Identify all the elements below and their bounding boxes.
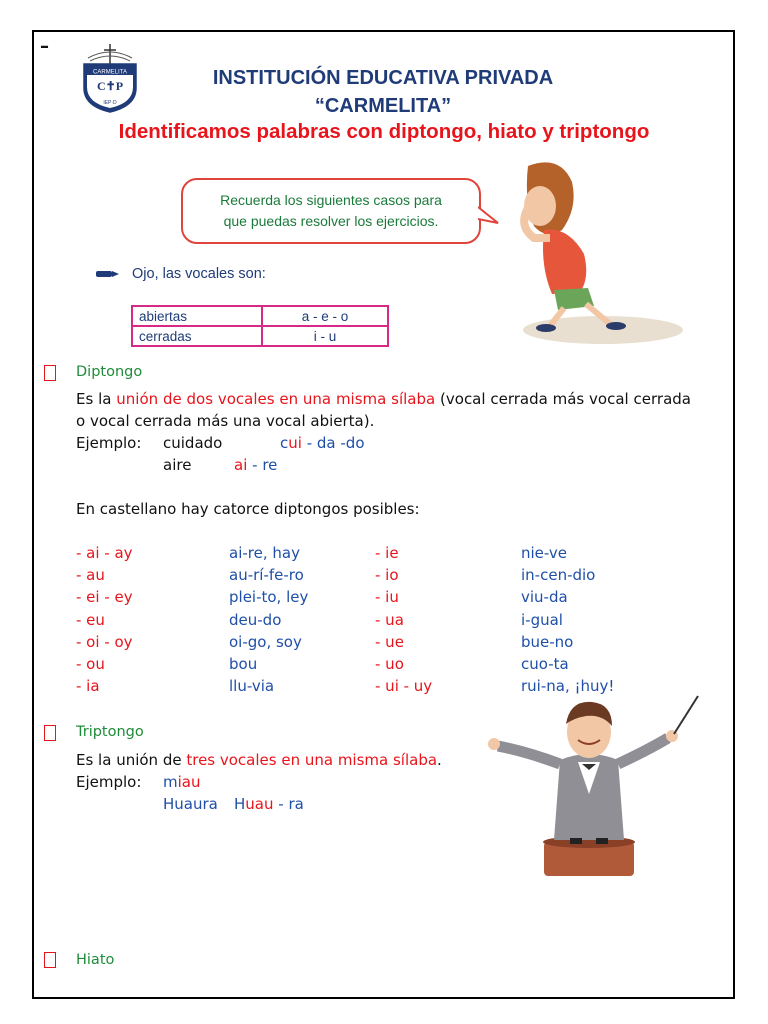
list-item: - ui - uy bbox=[375, 677, 433, 696]
example-syllables bbox=[234, 454, 277, 476]
text-run: (vocal cerrada más vocal cerrada o vocal cerrada más una vocal abierta). bbox=[76, 390, 691, 430]
diphthong-list-1 bbox=[76, 542, 133, 697]
list-item: bou bbox=[229, 655, 258, 674]
example-syllables bbox=[280, 432, 365, 454]
pencil-icon bbox=[94, 268, 120, 280]
vowel-type-label: abiertas bbox=[132, 306, 262, 326]
highlight-text: unión de dos vocales en una misma sílaba bbox=[116, 390, 436, 408]
list-item: cuo-ta bbox=[521, 655, 569, 674]
vowels-table bbox=[131, 305, 389, 347]
section-title-triptongo: Triptongo bbox=[76, 724, 144, 740]
vowel-type-label: cerradas bbox=[132, 326, 262, 346]
list-item: viu-da bbox=[521, 588, 568, 607]
list-item: bue-no bbox=[521, 632, 574, 651]
table-row bbox=[132, 306, 388, 326]
text-run: Es la bbox=[76, 390, 117, 408]
section-title-diptongo: Diptongo bbox=[76, 364, 143, 380]
bullet-box-icon bbox=[44, 725, 56, 741]
list-item: llu-via bbox=[229, 677, 275, 696]
text-run: uau bbox=[245, 795, 274, 813]
text-run: c bbox=[280, 434, 289, 452]
list-item: - ou bbox=[76, 655, 105, 674]
diptongo-definition bbox=[76, 388, 691, 432]
speech-bubble-text bbox=[189, 190, 473, 232]
text-run: - bbox=[335, 434, 346, 452]
triptongo-example-1 bbox=[76, 771, 201, 793]
list-item: - io bbox=[375, 566, 399, 585]
speech-bubble-tail bbox=[478, 205, 500, 227]
example-word: cuidado bbox=[163, 434, 223, 452]
list-item: - ai - ay bbox=[76, 544, 133, 562]
example-syllables bbox=[234, 793, 304, 815]
school-name bbox=[150, 64, 616, 120]
table-row bbox=[132, 326, 388, 346]
example-label: Ejemplo: bbox=[76, 773, 142, 791]
school-name-line1: INSTITUCIÓN EDUCATIVA PRIVADA bbox=[212, 67, 554, 89]
diphthong-list-2 bbox=[375, 542, 432, 697]
diptongo-example-1 bbox=[76, 432, 365, 454]
text-run: do bbox=[345, 434, 365, 452]
list-item: - ua bbox=[375, 610, 404, 629]
text-run: H bbox=[234, 795, 246, 813]
list-item: i-gual bbox=[521, 610, 563, 629]
bullet-box-icon bbox=[44, 952, 56, 968]
text-run: . bbox=[437, 751, 442, 769]
svg-text:C✝P: C✝P bbox=[96, 79, 124, 93]
page-title: Identificamos palabras con diptongo, hiato y triptongo bbox=[118, 120, 650, 143]
text-run: ui bbox=[288, 434, 302, 452]
list-item: - eu bbox=[76, 610, 105, 629]
text-run: - bbox=[301, 434, 317, 452]
example-word: aire bbox=[163, 456, 192, 474]
text-run: ai bbox=[234, 456, 248, 474]
example-word bbox=[163, 771, 201, 793]
bubble-line1: Recuerda los siguientes casos para bbox=[220, 192, 442, 208]
bubble-line2: que puedas resolver los ejercicios. bbox=[223, 213, 439, 229]
text-run: - bbox=[273, 795, 289, 813]
bullet-box-icon bbox=[44, 365, 56, 381]
vowel-list: i - u bbox=[262, 326, 388, 346]
school-logo bbox=[78, 42, 142, 114]
svg-text:IEP·D: IEP·D bbox=[103, 100, 117, 106]
thinking-girl-illustration bbox=[498, 160, 688, 350]
list-item: rui-na, ¡huy! bbox=[521, 677, 615, 696]
example-word: Huaura bbox=[163, 795, 218, 813]
list-item: - iu bbox=[375, 588, 399, 607]
diphthong-examples-2 bbox=[521, 542, 614, 697]
dash-mark: – bbox=[40, 36, 49, 57]
section-title-hiato: Hiato bbox=[76, 952, 115, 968]
triptongo-definition bbox=[76, 749, 442, 771]
example-label: Ejemplo: bbox=[76, 434, 142, 452]
list-item: - oi - oy bbox=[76, 632, 133, 651]
vowel-list: a - e - o bbox=[262, 306, 388, 326]
text-run: iau bbox=[177, 773, 201, 791]
list-item: in-cen-dio bbox=[521, 566, 596, 585]
list-item: - ei - ey bbox=[76, 588, 133, 607]
school-name-line2: “CARMELITA” bbox=[314, 95, 452, 117]
text-run: re bbox=[262, 456, 278, 474]
list-item: deu-do bbox=[229, 610, 282, 629]
list-item: oi-go, soy bbox=[229, 632, 302, 651]
list-item: - uo bbox=[375, 655, 404, 674]
text-run: da bbox=[316, 434, 336, 452]
list-item: plei-to, ley bbox=[229, 588, 309, 607]
svg-text:CARMELITA: CARMELITA bbox=[93, 69, 127, 76]
text-run: m bbox=[163, 773, 178, 791]
diphthong-examples-1 bbox=[229, 542, 308, 697]
conductor-illustration bbox=[478, 690, 708, 882]
list-item: au-rí-fe-ro bbox=[229, 566, 304, 585]
text-run: Es la unión de bbox=[76, 751, 187, 769]
diptongo-count-text: En castellano hay catorce diptongos posibles: bbox=[76, 500, 420, 518]
highlight-text: tres vocales en una misma sílaba bbox=[186, 751, 438, 769]
text-run: ra bbox=[288, 795, 304, 813]
list-item: - au bbox=[76, 566, 105, 585]
text-run: - bbox=[247, 456, 263, 474]
vowels-intro: Ojo, las vocales son: bbox=[132, 266, 266, 282]
list-item: - ue bbox=[375, 632, 404, 651]
list-item: ai-re, hay bbox=[229, 544, 300, 562]
list-item: nie-ve bbox=[521, 544, 568, 562]
list-item: - ie bbox=[375, 544, 399, 562]
list-item: - ia bbox=[76, 677, 100, 696]
